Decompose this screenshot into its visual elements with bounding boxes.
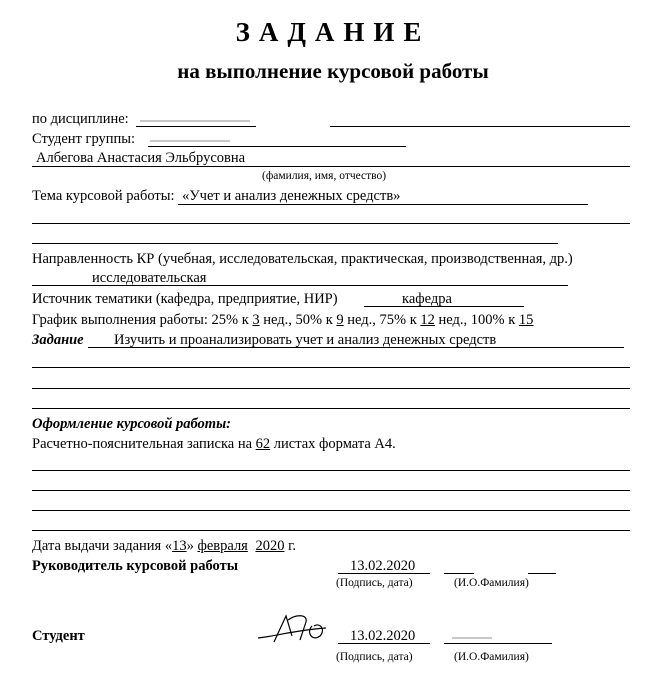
direction-value: исследовательская bbox=[92, 270, 207, 286]
task-line-2 bbox=[32, 367, 630, 368]
handwritten-signature-icon bbox=[256, 608, 336, 648]
document-subtitle: на выполнение курсовой работы bbox=[177, 59, 489, 83]
formatting-line-4 bbox=[32, 530, 630, 531]
student-name-line bbox=[32, 166, 630, 167]
supervisor-name-line-b bbox=[528, 573, 556, 574]
supervisor-sign-caption: (Подпись, дата) bbox=[336, 577, 413, 589]
issue-date-year: 2020 bbox=[255, 538, 285, 554]
direction-line bbox=[32, 285, 568, 286]
group-label: Студент группы: bbox=[32, 131, 136, 147]
student-label: Студент bbox=[32, 628, 85, 644]
source-value: кафедра bbox=[402, 291, 452, 307]
discipline-label: по дисциплине: bbox=[32, 111, 129, 127]
schedule-week-2: 9 bbox=[336, 312, 344, 328]
issue-date bbox=[32, 538, 296, 555]
issue-date-close: » bbox=[186, 538, 194, 554]
supervisor-label: Руководитель курсовой работы bbox=[32, 558, 239, 574]
direction-label: Направленность КР (учебная, исследовательская, практическая, производственная, др.) bbox=[32, 251, 573, 267]
schedule-week-4: 15 bbox=[518, 312, 534, 328]
discipline-line-2 bbox=[330, 126, 630, 127]
formatting-line-3 bbox=[32, 510, 630, 511]
issue-date-prefix: Дата выдачи задания « bbox=[32, 538, 173, 554]
student-name: Албегова Анастасия Эльбрусовна bbox=[36, 150, 246, 166]
schedule-mid-3: нед., 100% к bbox=[438, 312, 516, 328]
task-line bbox=[88, 347, 624, 348]
student-name-caption: (И.О.Фамилия) bbox=[454, 651, 529, 663]
schedule-prefix: График выполнения работы: 25% к bbox=[32, 312, 249, 328]
source-label: Источник тематики (кафедра, предприятие, НИР) bbox=[32, 291, 338, 307]
issue-date-day: 13 bbox=[172, 538, 187, 554]
schedule-line bbox=[32, 312, 533, 329]
topic-line-2 bbox=[32, 223, 630, 224]
note-pages: 62 bbox=[255, 436, 271, 452]
schedule-mid-2: нед., 75% к bbox=[347, 312, 417, 328]
note-suffix: листах формата А4. bbox=[273, 436, 396, 452]
formatting-line-1 bbox=[32, 470, 630, 471]
document-title: ЗАДАНИЕ bbox=[235, 17, 431, 47]
topic-line bbox=[178, 204, 588, 205]
group-line bbox=[148, 146, 406, 147]
topic-line-3 bbox=[32, 243, 558, 244]
note-prefix: Расчетно-пояснительная записка на bbox=[32, 436, 253, 452]
task-line-3 bbox=[32, 388, 630, 389]
task-label: Задание bbox=[32, 332, 84, 348]
formatting-label: Оформление курсовой работы: bbox=[32, 416, 231, 432]
issue-date-suffix: г. bbox=[288, 538, 297, 554]
topic-label: Тема курсовой работы: bbox=[32, 188, 175, 204]
supervisor-name-caption: (И.О.Фамилия) bbox=[454, 577, 529, 589]
supervisor-name-line-a bbox=[444, 573, 474, 574]
discipline-line bbox=[136, 126, 256, 127]
note-line bbox=[32, 436, 396, 453]
student-date: 13.02.2020 bbox=[350, 628, 416, 644]
task-line-4 bbox=[32, 408, 630, 409]
supervisor-sign-line bbox=[338, 573, 430, 574]
schedule-mid-1: нед., 50% к bbox=[263, 312, 333, 328]
supervisor-date: 13.02.2020 bbox=[350, 558, 416, 574]
student-name-line bbox=[444, 643, 552, 644]
student-sign-caption: (Подпись, дата) bbox=[336, 651, 413, 663]
schedule-week-1: 3 bbox=[252, 312, 260, 328]
student-sign-line bbox=[338, 643, 430, 644]
task-value: Изучить и проанализировать учет и анализ денежных средств bbox=[114, 332, 497, 348]
discipline-redaction bbox=[140, 120, 250, 122]
fio-caption: (фамилия, имя, отчество) bbox=[262, 170, 387, 182]
group-redaction bbox=[150, 140, 230, 142]
schedule-week-3: 12 bbox=[420, 312, 435, 328]
formatting-line-2 bbox=[32, 490, 630, 491]
topic-value: «Учет и анализ денежных средств» bbox=[182, 188, 401, 204]
issue-date-month: февраля bbox=[197, 538, 248, 554]
student-name-redaction bbox=[452, 637, 492, 639]
